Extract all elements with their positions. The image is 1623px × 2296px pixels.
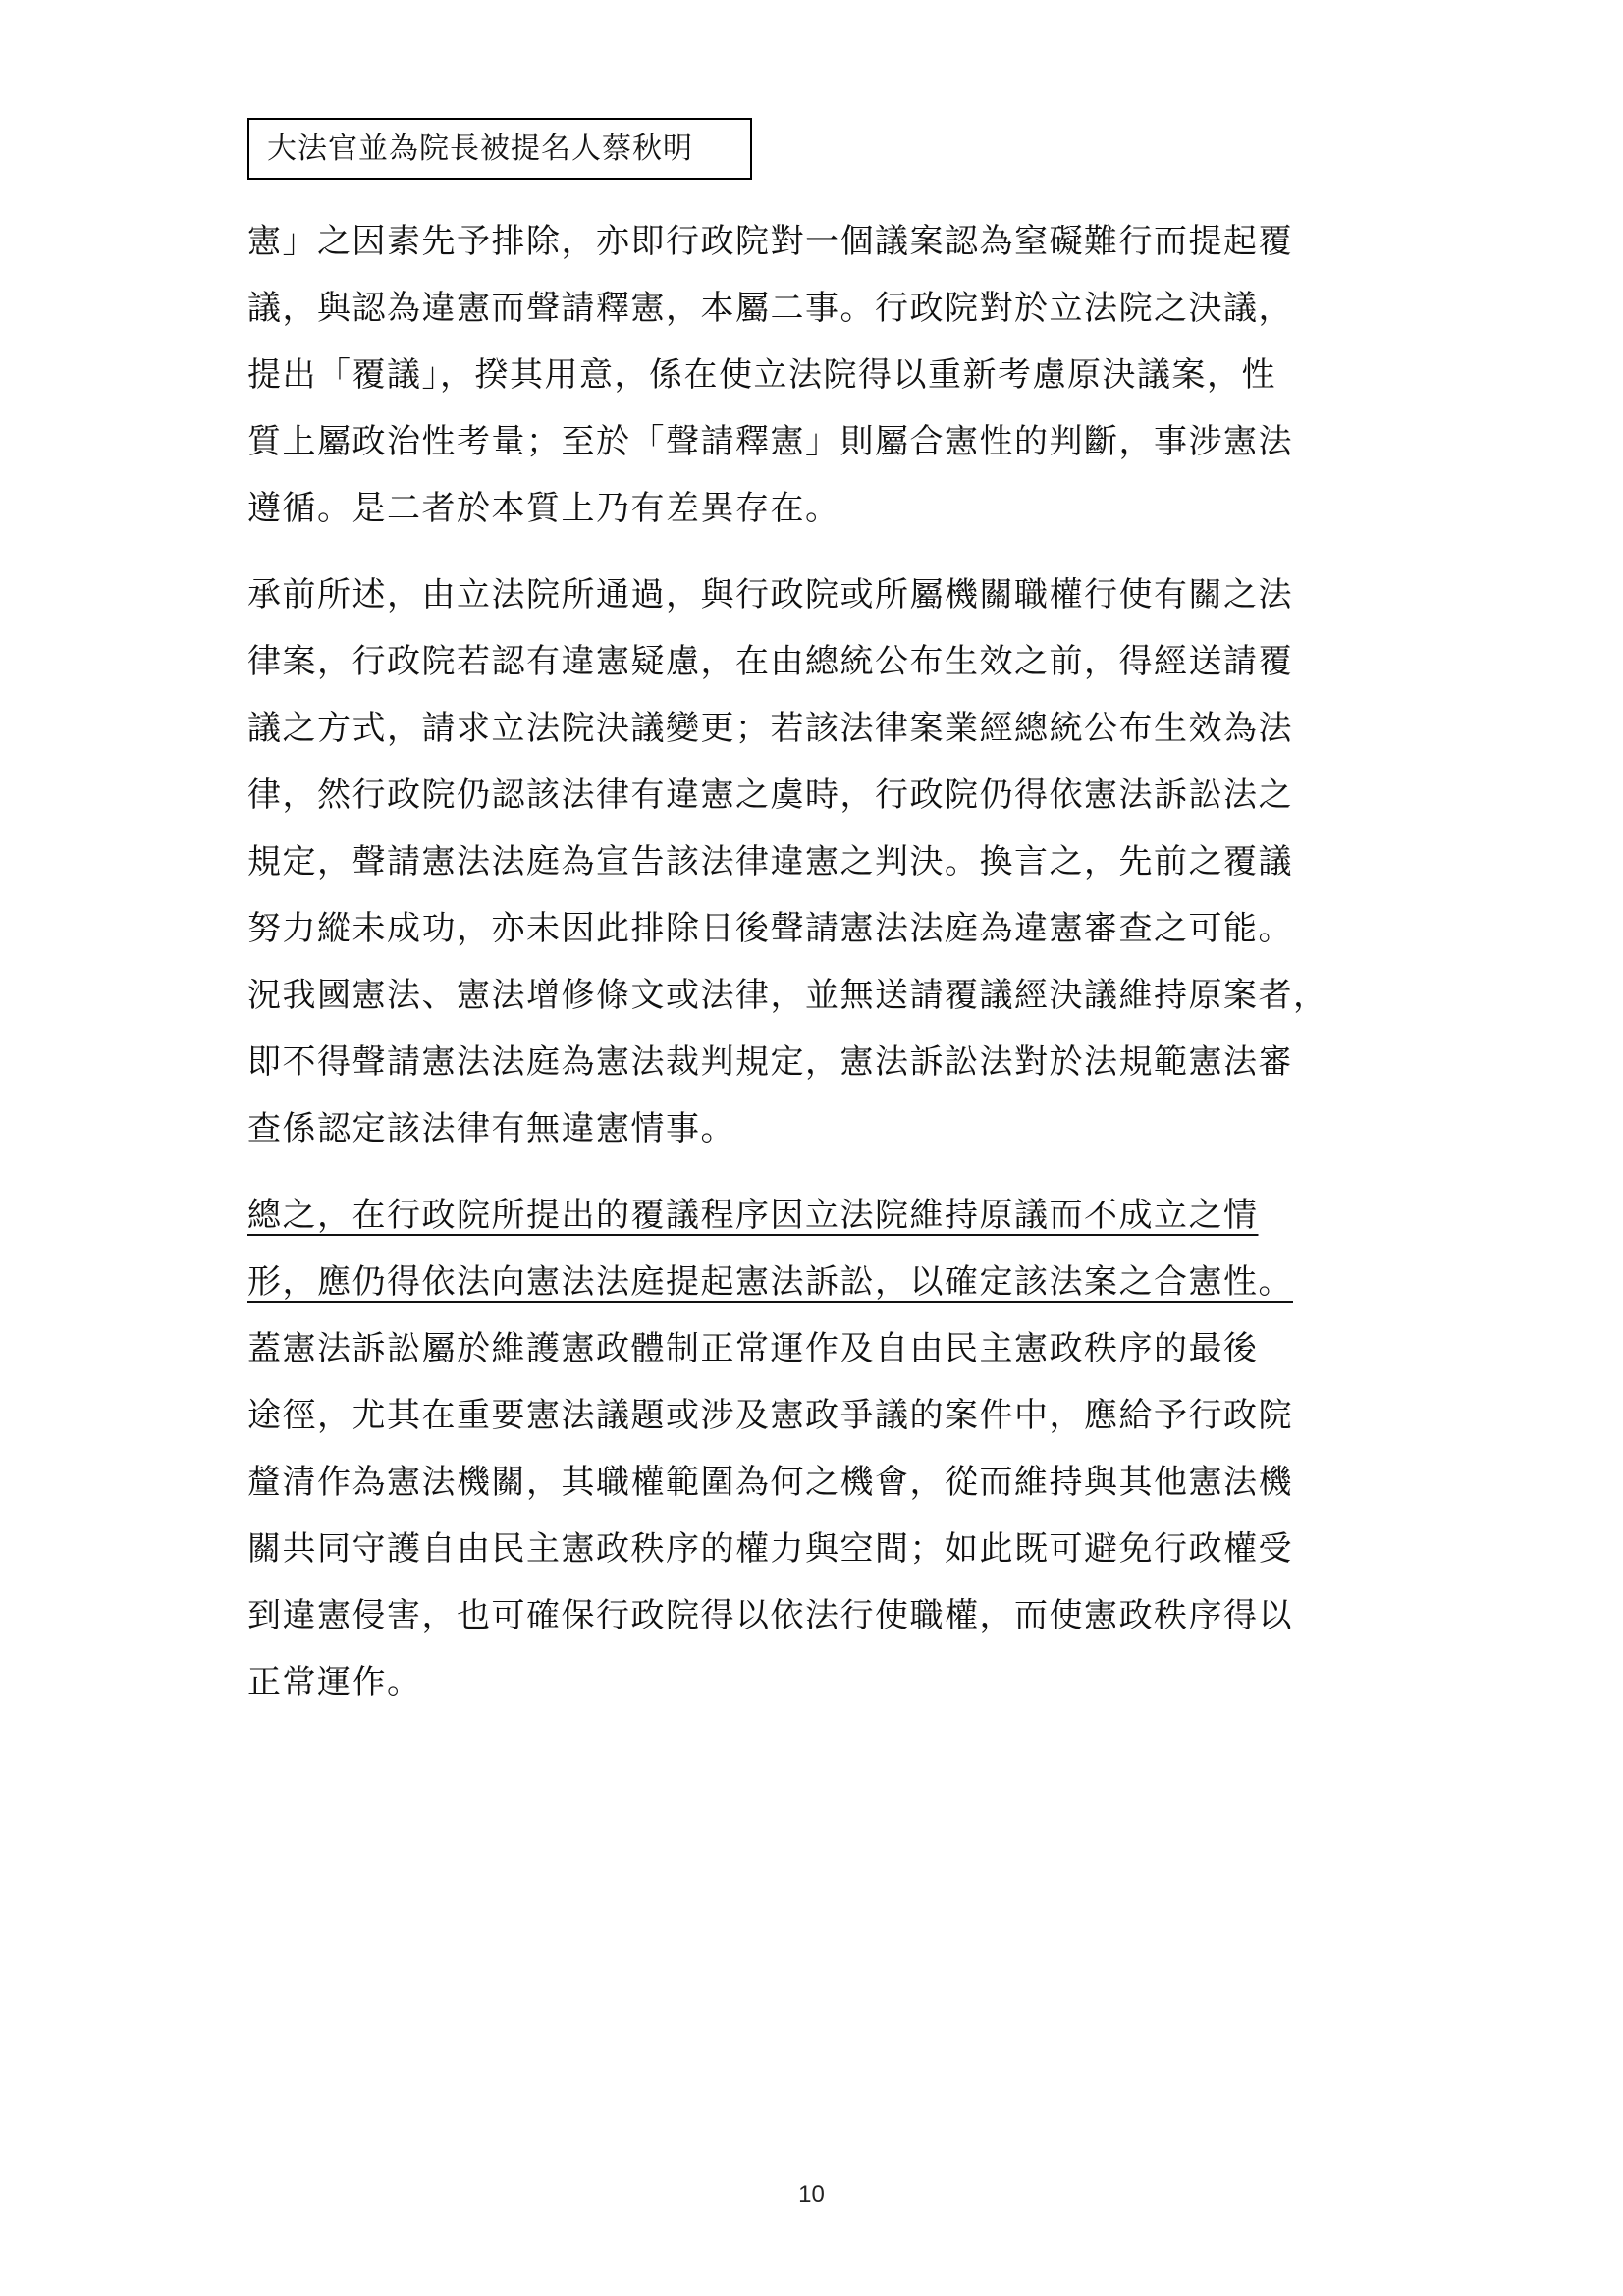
text-line: 議，與認為違憲而聲請釋憲，本屬二事。行政院對於立法院之決議， <box>247 289 1293 328</box>
text-line: 遵循。是二者於本質上乃有差異存在。 <box>247 489 840 528</box>
document-body <box>247 208 1396 1716</box>
text-line: 到違憲侵害，也可確保行政院得以依法行使職權，而使憲政秩序得以 <box>247 1596 1293 1635</box>
text-line: 律，然行政院仍認該法律有違憲之虞時，行政院仍得依憲法訴訟法之 <box>247 775 1293 815</box>
paragraph-1 <box>247 208 1396 542</box>
text-line: 途徑，尤其在重要憲法議題或涉及憲政爭議的案件中，應給予行政院 <box>247 1396 1293 1435</box>
paragraph-2 <box>247 561 1396 1162</box>
text-line: 關共同守護自由民主憲政秩序的權力與空間；如此既可避免行政權受 <box>247 1529 1293 1569</box>
underlined-text: 總之，在行政院所提出的覆議程序因立法院維持原議而不成立之情 <box>247 1196 1259 1235</box>
underlined-text-line <box>247 1182 1396 1249</box>
text-line: 提出「覆議」，揆其用意，係在使立法院得以重新考慮原決議案，性 <box>247 355 1276 395</box>
text-line: 努力縱未成功，亦未因此排除日後聲請憲法法庭為違憲審查之可能。 <box>247 909 1293 948</box>
nominee-header-box <box>247 118 752 180</box>
page-number: 10 <box>798 2181 825 2208</box>
text-line: 規定，聲請憲法法庭為宣告該法律違憲之判決。換言之，先前之覆議 <box>247 842 1293 881</box>
text-line: 蓋憲法訴訟屬於維護憲政體制正常運作及自由民主憲政秩序的最後 <box>247 1329 1259 1368</box>
text-line: 查係認定該法律有無違憲情事。 <box>247 1109 735 1148</box>
text-line: 承前所述，由立法院所通過，與行政院或所屬機關職權行使有關之法 <box>247 575 1293 614</box>
underlined-text: 形，應仍得依法向憲法法庭提起憲法訴訟，以確定該法案之合憲性。 <box>247 1262 1293 1302</box>
header-title: 大法官並為院長被提名人蔡秋明 <box>267 132 693 166</box>
text-line: 律案，行政院若認有違憲疑慮，在由總統公布生效之前，得經送請覆 <box>247 642 1293 681</box>
underlined-text-line <box>247 1249 1396 1315</box>
text-line: 憲」之因素先予排除，亦即行政院對一個議案認為窒礙難行而提起覆 <box>247 222 1293 261</box>
text-line: 質上屬政治性考量；至於「聲請釋憲」則屬合憲性的判斷，事涉憲法 <box>247 422 1293 461</box>
text-line: 正常運作。 <box>247 1663 422 1702</box>
text-line: 釐清作為憲法機關，其職權範圍為何之機會，從而維持與其他憲法機 <box>247 1463 1293 1502</box>
text-line: 即不得聲請憲法法庭為憲法裁判規定，憲法訴訟法對於法規範憲法審 <box>247 1042 1293 1082</box>
text-line: 議之方式，請求立法院決議變更；若該法律案業經總統公布生效為法 <box>247 709 1293 748</box>
paragraph-3 <box>247 1182 1396 1716</box>
text-line: 況我國憲法、憲法增修條文或法律，並無送請覆議經決議維持原案者， <box>247 976 1328 1015</box>
